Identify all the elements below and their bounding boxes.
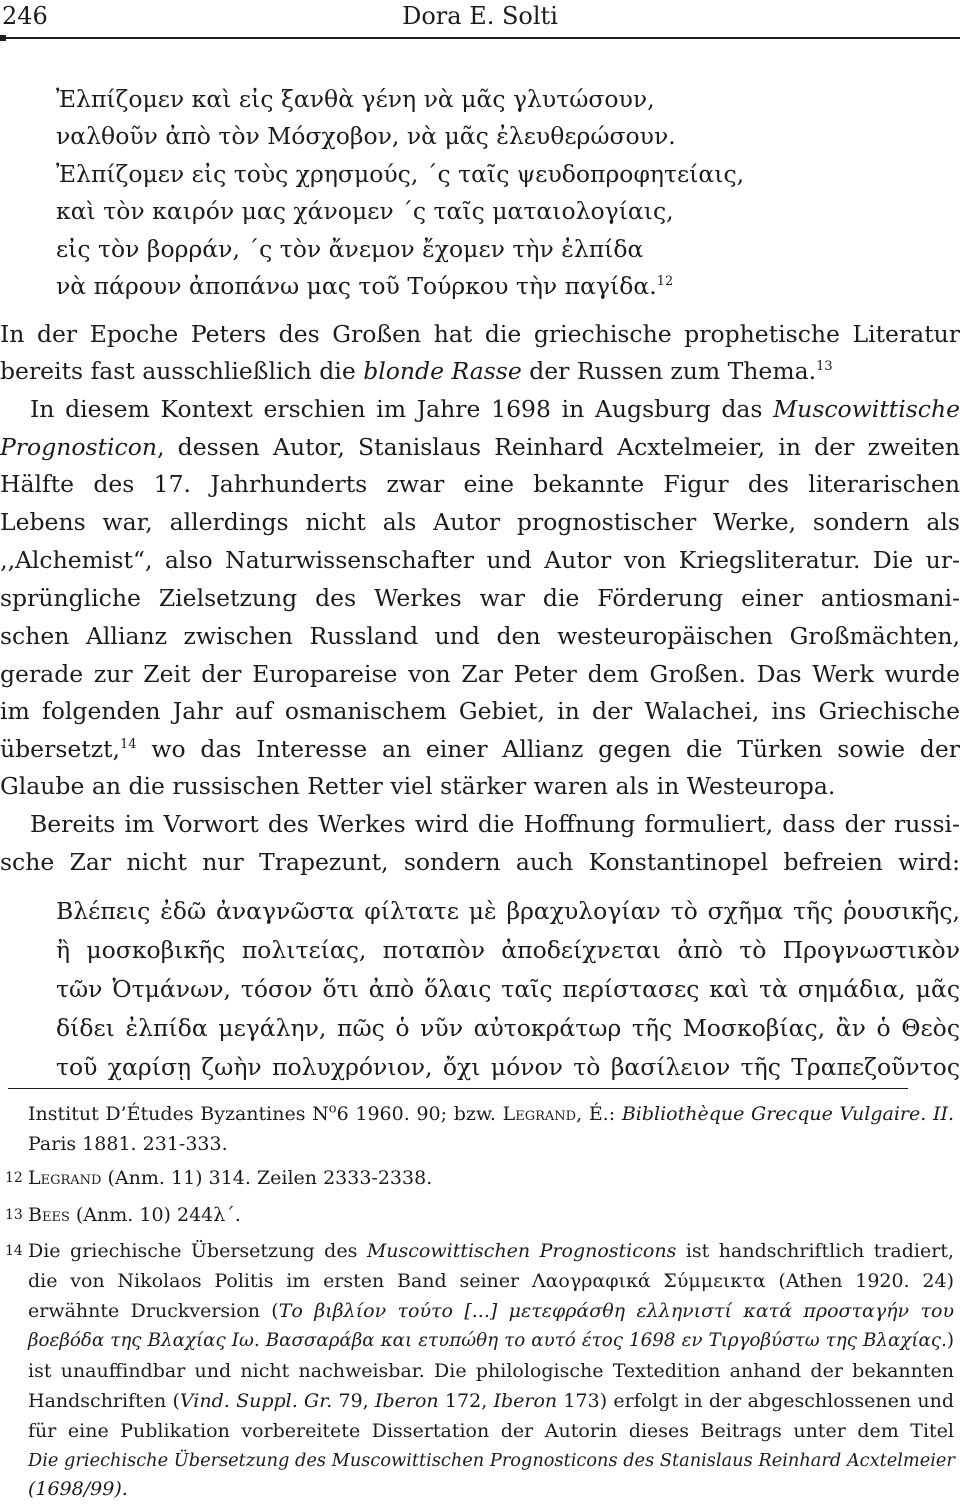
quote-line: τῶν Ὀτμάνων, τόσον ὅτι ἀπὸ ὅλαις ταῖς περίστασες καὶ τὰ σημάδια, μᾶς	[56, 975, 960, 1003]
poem-line: ναλθοῦν ἀπὸ τὸν Μόσχοβον, νὰ μᾶς ἐλευθερώσουν.	[56, 122, 676, 150]
footnote-line: Institut D’Études Byzantines $N^o6$ 1960. 90; bzw. Legrand, É.: Bibliothèque Grecque Vulgaire. II.	[28, 1101, 955, 1125]
footnote-number: 13	[5, 1207, 23, 1223]
body-line: Bereits im Vorwort des Werkes wird die Hoffnung formuliert, dass der russi-	[30, 810, 960, 838]
running-head-author: Dora E. Solti	[402, 2, 558, 30]
footnote-13: Bees (Anm. 10) 244λ΄.	[28, 1204, 241, 1226]
body-line: ‚‚Alchemist“, also Naturwissenschafter und Autor von Kriegsliteratur. Die ur-	[0, 546, 960, 574]
footnote-line: ist unauffindbar und nicht nachweisbar. Die philologische Textedition anhand der bekannten	[28, 1360, 954, 1382]
footnote-number: 12	[5, 1170, 23, 1186]
body-line: übersetzt,$^{14}$ wo das Interesse an einer Allianz gegen die Türken sowie der	[0, 735, 960, 763]
page-number: 246	[2, 2, 48, 30]
poem-line: καὶ τὸν καιρόν μας χάνομεν ΄ς ταῖς ματαιολογίαις,	[56, 197, 674, 225]
footnote-line: für eine Publikation vorbereitete Dissertation der Autorin dieses Beitrags unter dem Titel	[28, 1420, 954, 1442]
quote-line: ἢ μοσκοβικῆς πολιτείας, ποταπὸν ἀποδείχνεται ἀπὸ τὸ Προγνωστικὸν	[56, 936, 960, 964]
body-line: sche Zar nicht nur Trapezunt, sondern auch Konstantinopel befreien wird:	[0, 848, 960, 876]
quote-line: δίδει ἐλπίδα μεγάλην, πῶς ὁ νῦν αὐτοκράτωρ τῆς Μοσκοβίας, ἂν ὁ Θεὸς	[56, 1014, 960, 1042]
body-line: In diesem Kontext erschien im Jahre 1698 in Augsburg das Muscowittische	[30, 395, 960, 423]
body-line: Hälfte des 17. Jahrhunderts zwar eine bekannte Figur des literarischen	[0, 470, 960, 498]
footnote-ref[interactable]: 14	[120, 737, 137, 753]
body-line: gerade zur Zeit der Europareise von Zar Peter dem Großen. Das Werk wurde	[0, 660, 960, 688]
poem-line: Ἐλπίζομεν καὶ εἰς ξανθὰ γένη νὰ μᾶς γλυτώσουν,	[56, 85, 655, 113]
body-line: Lebens war, allerdings nicht als Autor prognostischer Werke, sondern als	[0, 508, 960, 536]
body-line: schen Allianz zwischen Russland und den westeuropäischen Großmächten,	[0, 622, 960, 650]
running-header	[0, 0, 960, 38]
footnote-line: Handschriften (Vind. Suppl. Gr. 79, Iberon 172, Iberon 173) erfolgt in der abgeschlossenen und	[28, 1390, 955, 1412]
body-line: bereits fast ausschließlich die blonde Rasse der Russen zum Thema.$^{13}$	[0, 357, 833, 385]
body-line: sprüngliche Zielsetzung des Werkes war die Förderung einer antiosmani-	[0, 584, 960, 612]
footnote-ref[interactable]: 12	[656, 274, 674, 290]
footnote-line: Die griechische Übersetzung des Muscowittischen Prognosticons des Stanislaus Reinhard Acxtelmeier	[28, 1451, 955, 1471]
poem-line: Ἐλπίζομεν εἰς τοὺς χρησμούς, ΄ς ταῖς ψευδοπροφητείαις,	[56, 160, 745, 188]
poem-line: εἰς τὸν βορράν, ΄ς τὸν ἄνεμον ἔχομεν τὴν ἐλπίδα	[56, 235, 644, 263]
footnote-line: (1698/99).	[28, 1478, 128, 1500]
footnote-line: erwähnte Druckversion (Το βιβλίον τούτο [...] μετεφράσθη ελληνιστί κατά προσταγήν του	[28, 1300, 954, 1322]
footnote-line: Die griechische Übersetzung des Muscowittischen Prognosticons ist handschriftlich tradiert,	[28, 1240, 954, 1262]
body-line: Prognosticon, dessen Autor, Stanislaus Reinhard Acxtelmeier, in der zweiten	[0, 433, 960, 461]
poem-line: νὰ πάρουν ἀποπάνω μας τοῦ Τούρκου τὴν παγίδα.$^{12}$	[56, 272, 674, 300]
body-line: im folgenden Jahr auf osmanischem Gebiet, in der Walachei, ins Griechische	[0, 697, 960, 725]
quote-line: Βλέπεις ἐδῶ ἀναγνῶστα φίλτατε μὲ βραχυλογίαν τὸ σχῆμα τῆς ῥουσικῆς,	[56, 897, 960, 925]
footnote-line: βοεβόδα της Βλαχίας Ιω. Βασσαράβα και ετυπώθη το αυτό έτος 1698 εν Τιργοβύστω της Βλαχίας.)	[28, 1330, 954, 1351]
quote-line: τοῦ χαρίσῃ ζωὴν πολυχρόνιον, ὄχι μόνον τὸ βασίλειον τῆς Τραπεζοῦντος	[56, 1053, 960, 1081]
body-line: Glaube an die russischen Retter viel stärker waren als in Westeuropa.	[0, 772, 836, 800]
body-line: In der Epoche Peters des Großen hat die griechische prophetische Literatur	[0, 320, 960, 348]
footnote-rule	[8, 1088, 908, 1089]
footnote-line: Paris 1881. 231-333.	[28, 1133, 228, 1155]
footnote-line: die von Nikolaos Politis im ersten Band seiner Λαογραφικά Σύμμεικτα (Athen 1920. 24)	[28, 1270, 954, 1292]
footnote-number: 14	[5, 1243, 23, 1259]
footnote-ref[interactable]: 13	[816, 359, 833, 375]
footnote-12: Legrand (Anm. 11) 314. Zeilen 2333-2338.	[28, 1167, 433, 1189]
header-rule	[0, 37, 960, 39]
